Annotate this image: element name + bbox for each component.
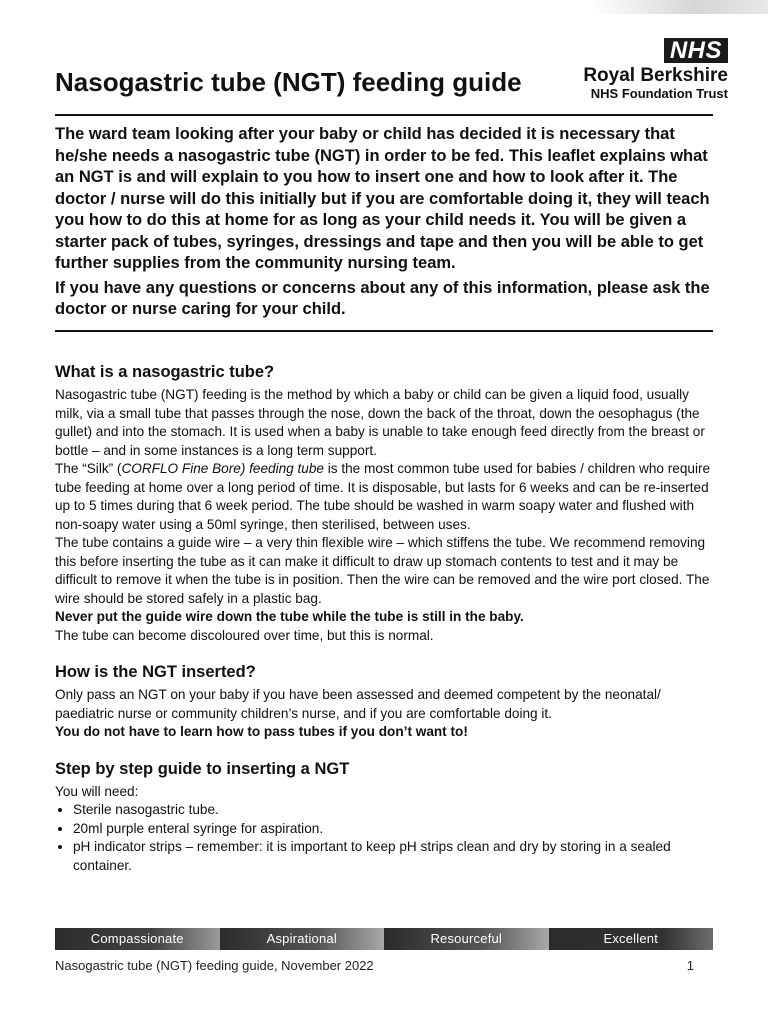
warning-text: Never put the guide wire down the tube while the tube is still in the baby.: [55, 609, 524, 624]
footer-text: Nasogastric tube (NGT) feeding guide, November 2022: [55, 958, 374, 973]
paragraph: [55, 460, 715, 534]
text-span: is the most common tube used for babies / children who require tube feeding at home over a long period of time. It is disposable, but lasts for 6 weeks and can be re-inserted up to 5 times during that 6 week period. The tube should be washed in warm soapy water and flushed with non-soapy water using a 50ml syringe, then sterilised, between uses.: [55, 461, 711, 532]
value-excellent: Excellent: [549, 928, 714, 950]
page-title: Nasogastric tube (NGT) feeding guide: [55, 67, 522, 97]
paragraph: You will need:: [55, 783, 139, 799]
values-bar: [55, 928, 713, 950]
value-compassionate: Compassionate: [55, 928, 220, 950]
header-decoration: [590, 0, 768, 14]
emphasis-text: You do not have to learn how to pass tubes if you don’t want to!: [55, 724, 468, 739]
nhs-trust-logo: [568, 38, 728, 102]
org-name: Royal Berkshire: [583, 65, 728, 86]
main-content: [55, 362, 715, 875]
org-subtitle: NHS Foundation Trust: [590, 86, 728, 101]
section-step-by-step: [55, 759, 715, 876]
paragraph: The tube can become discoloured over time, but this is normal.: [55, 627, 434, 643]
section-how-inserted: [55, 662, 715, 742]
list-item: • pH indicator strips – remember: it is important to keep pH strips clean and dry by storing in a sealed container.: [73, 838, 715, 875]
intro-box: [55, 114, 713, 332]
section-what-is-ngt: [55, 362, 715, 645]
value-aspirational: Aspirational: [220, 928, 385, 950]
value-resourceful: Resourceful: [384, 928, 549, 950]
product-name: CORFLO Fine Bore) feeding tube: [121, 461, 324, 476]
intro-paragraph: The ward team looking after your baby or child has decided it is necessary that he/she needs a nasogastric tube (NGT) in order to be fed. This leaflet explains what an NGT is and will explain to you how to insert one and how to look after it. The doctor / nurse will do this initially but if you are comfortable doing it, they will teach you how to do this at home for as long as your child needs it. You will be given a starter pack of tubes, syringes, dressings and tape and then you will be able to get further supplies from the community nursing team.: [55, 125, 710, 272]
paragraph: Only pass an NGT on your baby if you have been assessed and deemed competent by the neonatal/ paediatric nurse or community children’s nurse, and if you are comfortable doing it.: [55, 687, 661, 721]
text-span: The “Silk” (: [55, 461, 122, 476]
paragraph: The tube contains a guide wire – a very thin flexible wire – which stiffens the tube. We recommend removing this before inserting the tube as it can make it difficult to draw up stomach contents to test and it may be difficult to remove it when the tube is in position. Then the wire can be removed and the wire port closed. The wire should be stored safely in a plastic bag.: [55, 535, 710, 606]
paragraph: Nasogastric tube (NGT) feeding is the method by which a baby or child can be given a liquid food, usually milk, via a small tube that passes through the nose, down the back of the throat, down the oesophagus (the gullet) and into the stomach. It is used when a baby is unable to take enough feed directly from the breast or bottle – and in some instances is a long term support.: [55, 387, 705, 458]
page-number: 1: [686, 958, 694, 973]
list-item: • 20ml purple enteral syringe for aspiration.: [73, 820, 715, 839]
list-item: • Sterile nasogastric tube.: [73, 801, 715, 820]
section-heading: Step by step guide to inserting a NGT: [55, 759, 350, 778]
nhs-logo: NHS: [664, 38, 728, 63]
section-heading: How is the NGT inserted?: [55, 663, 256, 681]
intro-contact-paragraph: If you have any questions or concerns about any of this information, please ask the doctor or nurse caring for your child.: [55, 278, 710, 318]
supplies-list: [55, 801, 715, 875]
section-heading: What is a nasogastric tube?: [55, 363, 275, 381]
